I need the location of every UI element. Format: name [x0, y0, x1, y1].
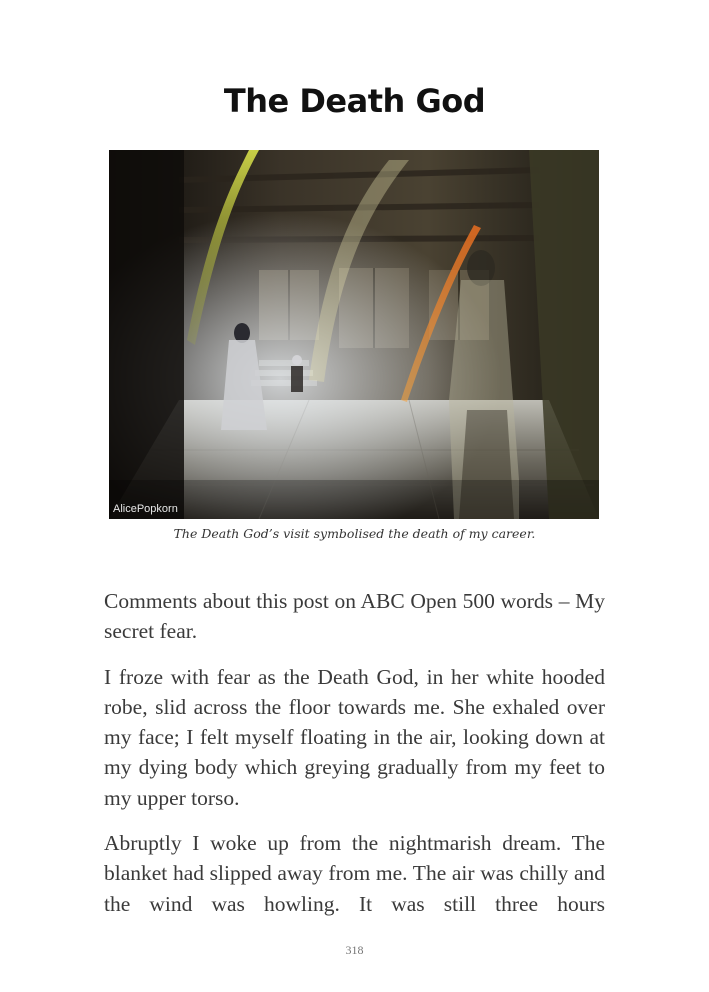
page-title: The Death God [223, 82, 486, 120]
figure-caption: The Death God’s visit symbolised the death of my career. [173, 526, 536, 541]
photo-watermark: AlicePopkorn [113, 503, 178, 515]
photo-scene [109, 150, 599, 519]
page-number: 318 [345, 943, 364, 957]
paragraph-2: I froze with fear as the Death God, in her white hooded robe, slid across the floor towards me. She exhaled over my face; I felt myself floating in the air, looking down at my dying body which greying gradually from my feet to my upper torso. [104, 664, 605, 810]
illustration-photo [109, 150, 599, 519]
paragraph-3: Abruptly I woke up from the nightmarish dream. The blanket had slipped away from me. The air was chilly and the wind was howling. It was still three hours [104, 831, 605, 916]
paragraph-1: Comments about this post on ABC Open 500 words – My secret fear. [104, 589, 605, 644]
body-text [104, 586, 605, 934]
